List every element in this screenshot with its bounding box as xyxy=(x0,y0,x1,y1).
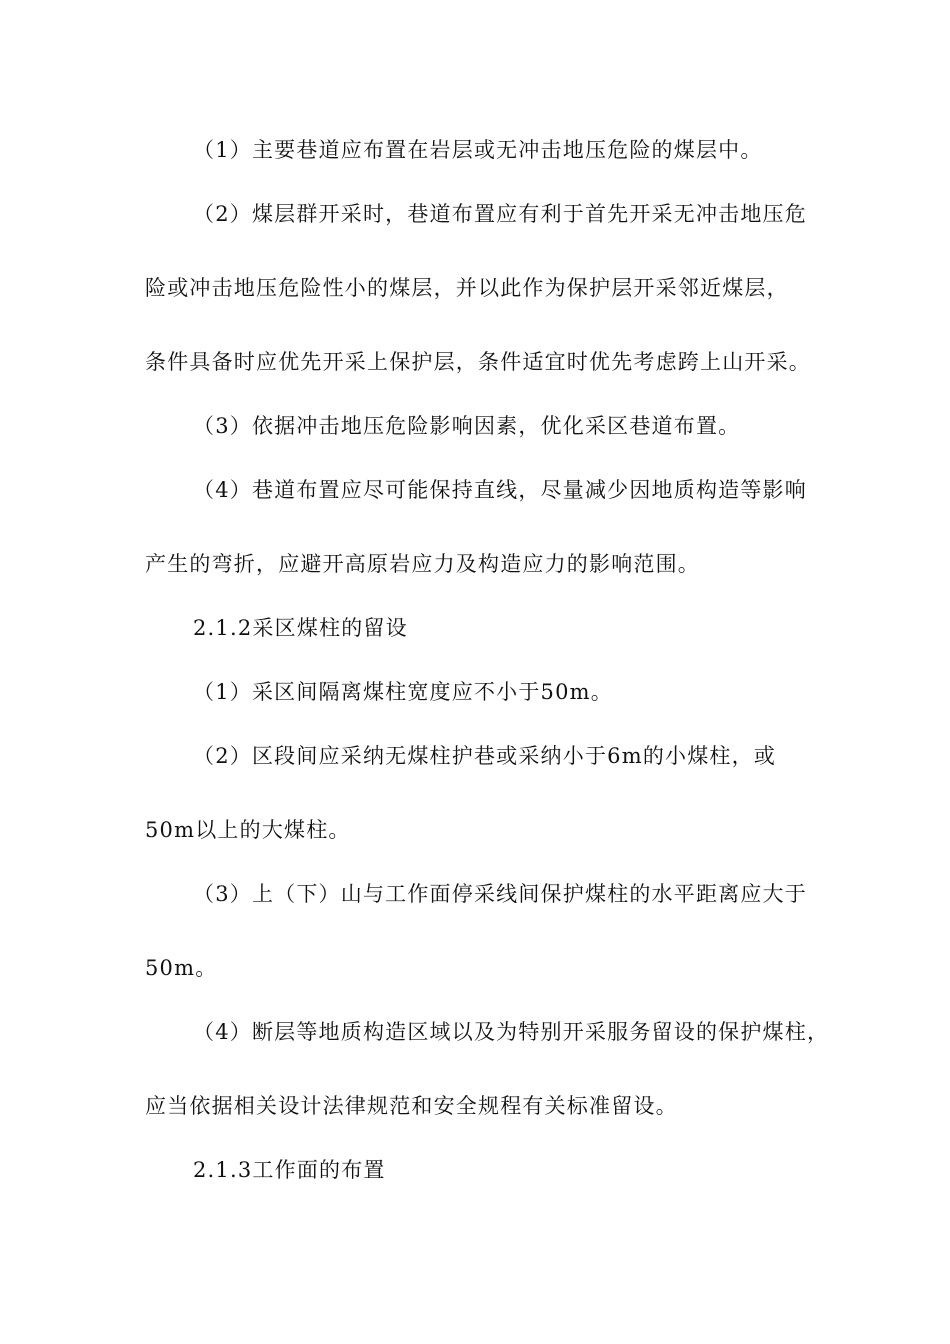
paragraph-roadway-4-line-2: 产生的弯折，应避开高原岩应力及构造应力的影响范围。 xyxy=(145,552,700,576)
section-heading-2-1-3: 2.1.3工作面的布置 xyxy=(193,1158,386,1182)
paragraph-pillar-2-line-2: 50m以上的大煤柱。 xyxy=(145,818,351,842)
paragraph-pillar-3-line-1: （3）上（下）山与工作面停采线间保护煤柱的水平距离应大于 xyxy=(193,882,807,906)
paragraph-pillar-2-line-1: （2）区段间应采纳无煤柱护巷或采纳小于6m的小煤柱，或 xyxy=(193,744,777,768)
paragraph-roadway-3: （3）依据冲击地压危险影响因素，优化采区巷道布置。 xyxy=(193,414,741,438)
paragraph-roadway-2-line-2: 险或冲击地压危险性小的煤层，并以此作为保护层开采邻近煤层， xyxy=(145,276,789,300)
paragraph-pillar-4-line-2: 应当依据相关设计法律规范和安全规程有关标准留设。 xyxy=(145,1094,678,1118)
paragraph-pillar-1: （1）采区间隔离煤柱宽度应不小于50m。 xyxy=(193,680,613,704)
paragraph-pillar-3-line-2: 50m。 xyxy=(145,956,218,980)
section-heading-2-1-2: 2.1.2采区煤柱的留设 xyxy=(193,616,408,640)
paragraph-roadway-2-line-1: （2）煤层群开采时，巷道布置应有利于首先开采无冲击地压危 xyxy=(193,202,807,226)
paragraph-roadway-1: （1）主要巷道应布置在岩层或无冲击地压危险的煤层中。 xyxy=(193,138,763,162)
paragraph-pillar-4-line-1: （4）断层等地质构造区域以及为特别开采服务留设的保护煤柱， xyxy=(193,1020,830,1044)
paragraph-roadway-2-line-3: 条件具备时应优先开采上保护层，条件适宜时优先考虑跨上山开采。 xyxy=(145,350,811,374)
paragraph-roadway-4-line-1: （4）巷道布置应尽可能保持直线，尽量减少因地质构造等影响 xyxy=(193,478,807,502)
